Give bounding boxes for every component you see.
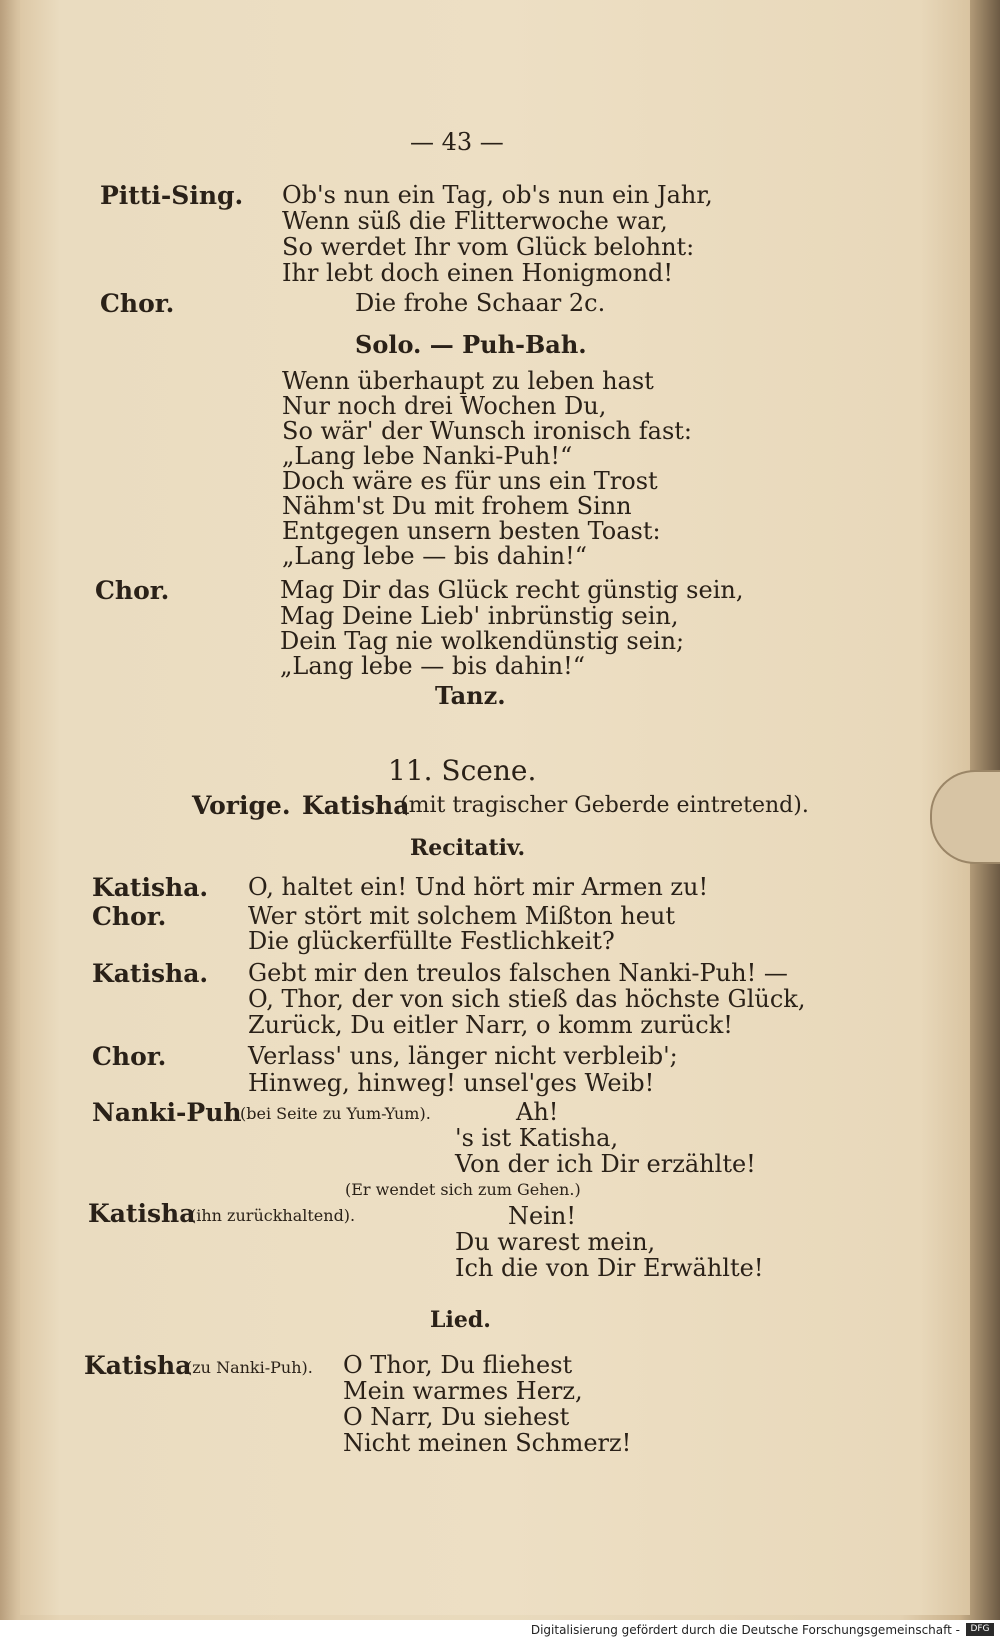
verse-line: „Lang lebe — bis dahin!“	[280, 652, 585, 680]
verse-line: Wer stört mit solchem Mißton heut	[248, 902, 676, 930]
stage-direction: (Er wendet sich zum Gehen.)	[345, 1180, 581, 1199]
verse-line: So werdet Ihr vom Glück belohnt:	[282, 233, 695, 261]
verse-line: Doch wäre es für uns ein Trost	[282, 467, 658, 495]
verse-line: Du warest mein,	[455, 1228, 656, 1256]
verse-line: Gebt mir den treulos falschen Nanki-Puh! —	[248, 959, 788, 987]
verse-line: Nur noch drei Wochen Du,	[282, 392, 607, 420]
verse-line: Verlass' uns, länger nicht verbleib';	[248, 1042, 678, 1070]
verse-line: Zurück, Du eitler Narr, o komm zurück!	[248, 1011, 733, 1039]
speaker-chor: Chor.	[95, 576, 170, 605]
digitization-footer	[0, 1620, 1000, 1640]
verse-line: Nein!	[508, 1202, 576, 1230]
stage-direction: (mit tragischer Geberde eintretend).	[400, 793, 809, 818]
scene-characters: Vorige.	[192, 791, 291, 820]
verse-line: Ob's nun ein Tag, ob's nun ein Jahr,	[282, 181, 713, 209]
stage-aside: (bei Seite zu Yum-Yum).	[240, 1104, 431, 1123]
speaker-pitti-sing: Pitti-Sing.	[100, 181, 244, 210]
verse-line: Ihr lebt doch einen Honigmond!	[282, 259, 674, 287]
speaker-katisha: Katisha	[88, 1199, 196, 1228]
speaker-nanki-puh: Nanki-Puh	[92, 1098, 242, 1127]
verse-line: Hinweg, hinweg! unsel'ges Weib!	[248, 1069, 655, 1097]
verse-line: Mein warmes Herz,	[343, 1377, 583, 1405]
verse-line: Die glückerfüllte Festlichkeit?	[248, 927, 615, 955]
verse-line: Ich die von Dir Erwählte!	[455, 1254, 764, 1282]
verse-line: O Narr, Du siehest	[343, 1403, 570, 1431]
verse-line: O Thor, Du fliehest	[343, 1351, 573, 1379]
verse-line: Dein Tag nie wolkendünstig sein;	[280, 627, 685, 655]
verse-line: Mag Dir das Glück recht günstig sein,	[280, 576, 744, 604]
verse-line: Entgegen unsern besten Toast:	[282, 517, 661, 545]
verse-line: O, Thor, der von sich stieß das höchste Glück,	[248, 985, 806, 1013]
verse-line: Die frohe Schaar 2c.	[355, 289, 606, 317]
verse-line: Von der ich Dir erzählte!	[455, 1150, 756, 1178]
page-number: — 43 —	[410, 128, 504, 156]
verse-line: Mag Deine Lieb' inbrünstig sein,	[280, 602, 679, 630]
speaker-chor: Chor.	[100, 289, 175, 318]
verse-line: Nähm'st Du mit frohem Sinn	[282, 492, 632, 520]
stage-aside: (ihn zurückhaltend).	[190, 1206, 356, 1225]
verse-line: „Lang lebe — bis dahin!“	[282, 542, 587, 570]
solo-heading: Solo. — Puh-Bah.	[355, 330, 587, 359]
scene-katisha-name: Katisha	[302, 791, 410, 820]
verse-line: Ah!	[516, 1098, 559, 1126]
speaker-katisha: Katisha	[84, 1351, 192, 1380]
speaker-chor: Chor.	[92, 902, 167, 931]
footer-credit-text: Digitalisierung gefördert durch die Deutsche Forschungsgemeinschaft -	[530, 1623, 960, 1637]
speaker-katisha: Katisha.	[92, 873, 209, 902]
dfg-logo: DFG	[966, 1623, 994, 1636]
verse-line: So wär' der Wunsch ironisch fast:	[282, 417, 693, 445]
stage-aside: (zu Nanki-Puh).	[186, 1358, 313, 1377]
verse-line: Nicht meinen Schmerz!	[343, 1429, 632, 1457]
scene-heading: 11. Scene.	[388, 754, 537, 787]
lied-heading: Lied.	[430, 1307, 491, 1333]
tanz-direction: Tanz.	[435, 681, 506, 710]
speaker-chor: Chor.	[92, 1042, 167, 1071]
verse-line: Wenn überhaupt zu leben hast	[282, 367, 654, 395]
verse-line: Wenn süß die Flitterwoche war,	[282, 207, 668, 235]
verse-line: O, haltet ein! Und hört mir Armen zu!	[248, 873, 709, 901]
recitativ-heading: Recitativ.	[410, 835, 526, 861]
verse-line: „Lang lebe Nanki-Puh!“	[282, 442, 573, 470]
speaker-katisha: Katisha.	[92, 959, 209, 988]
verse-line: 's ist Katisha,	[455, 1124, 619, 1152]
